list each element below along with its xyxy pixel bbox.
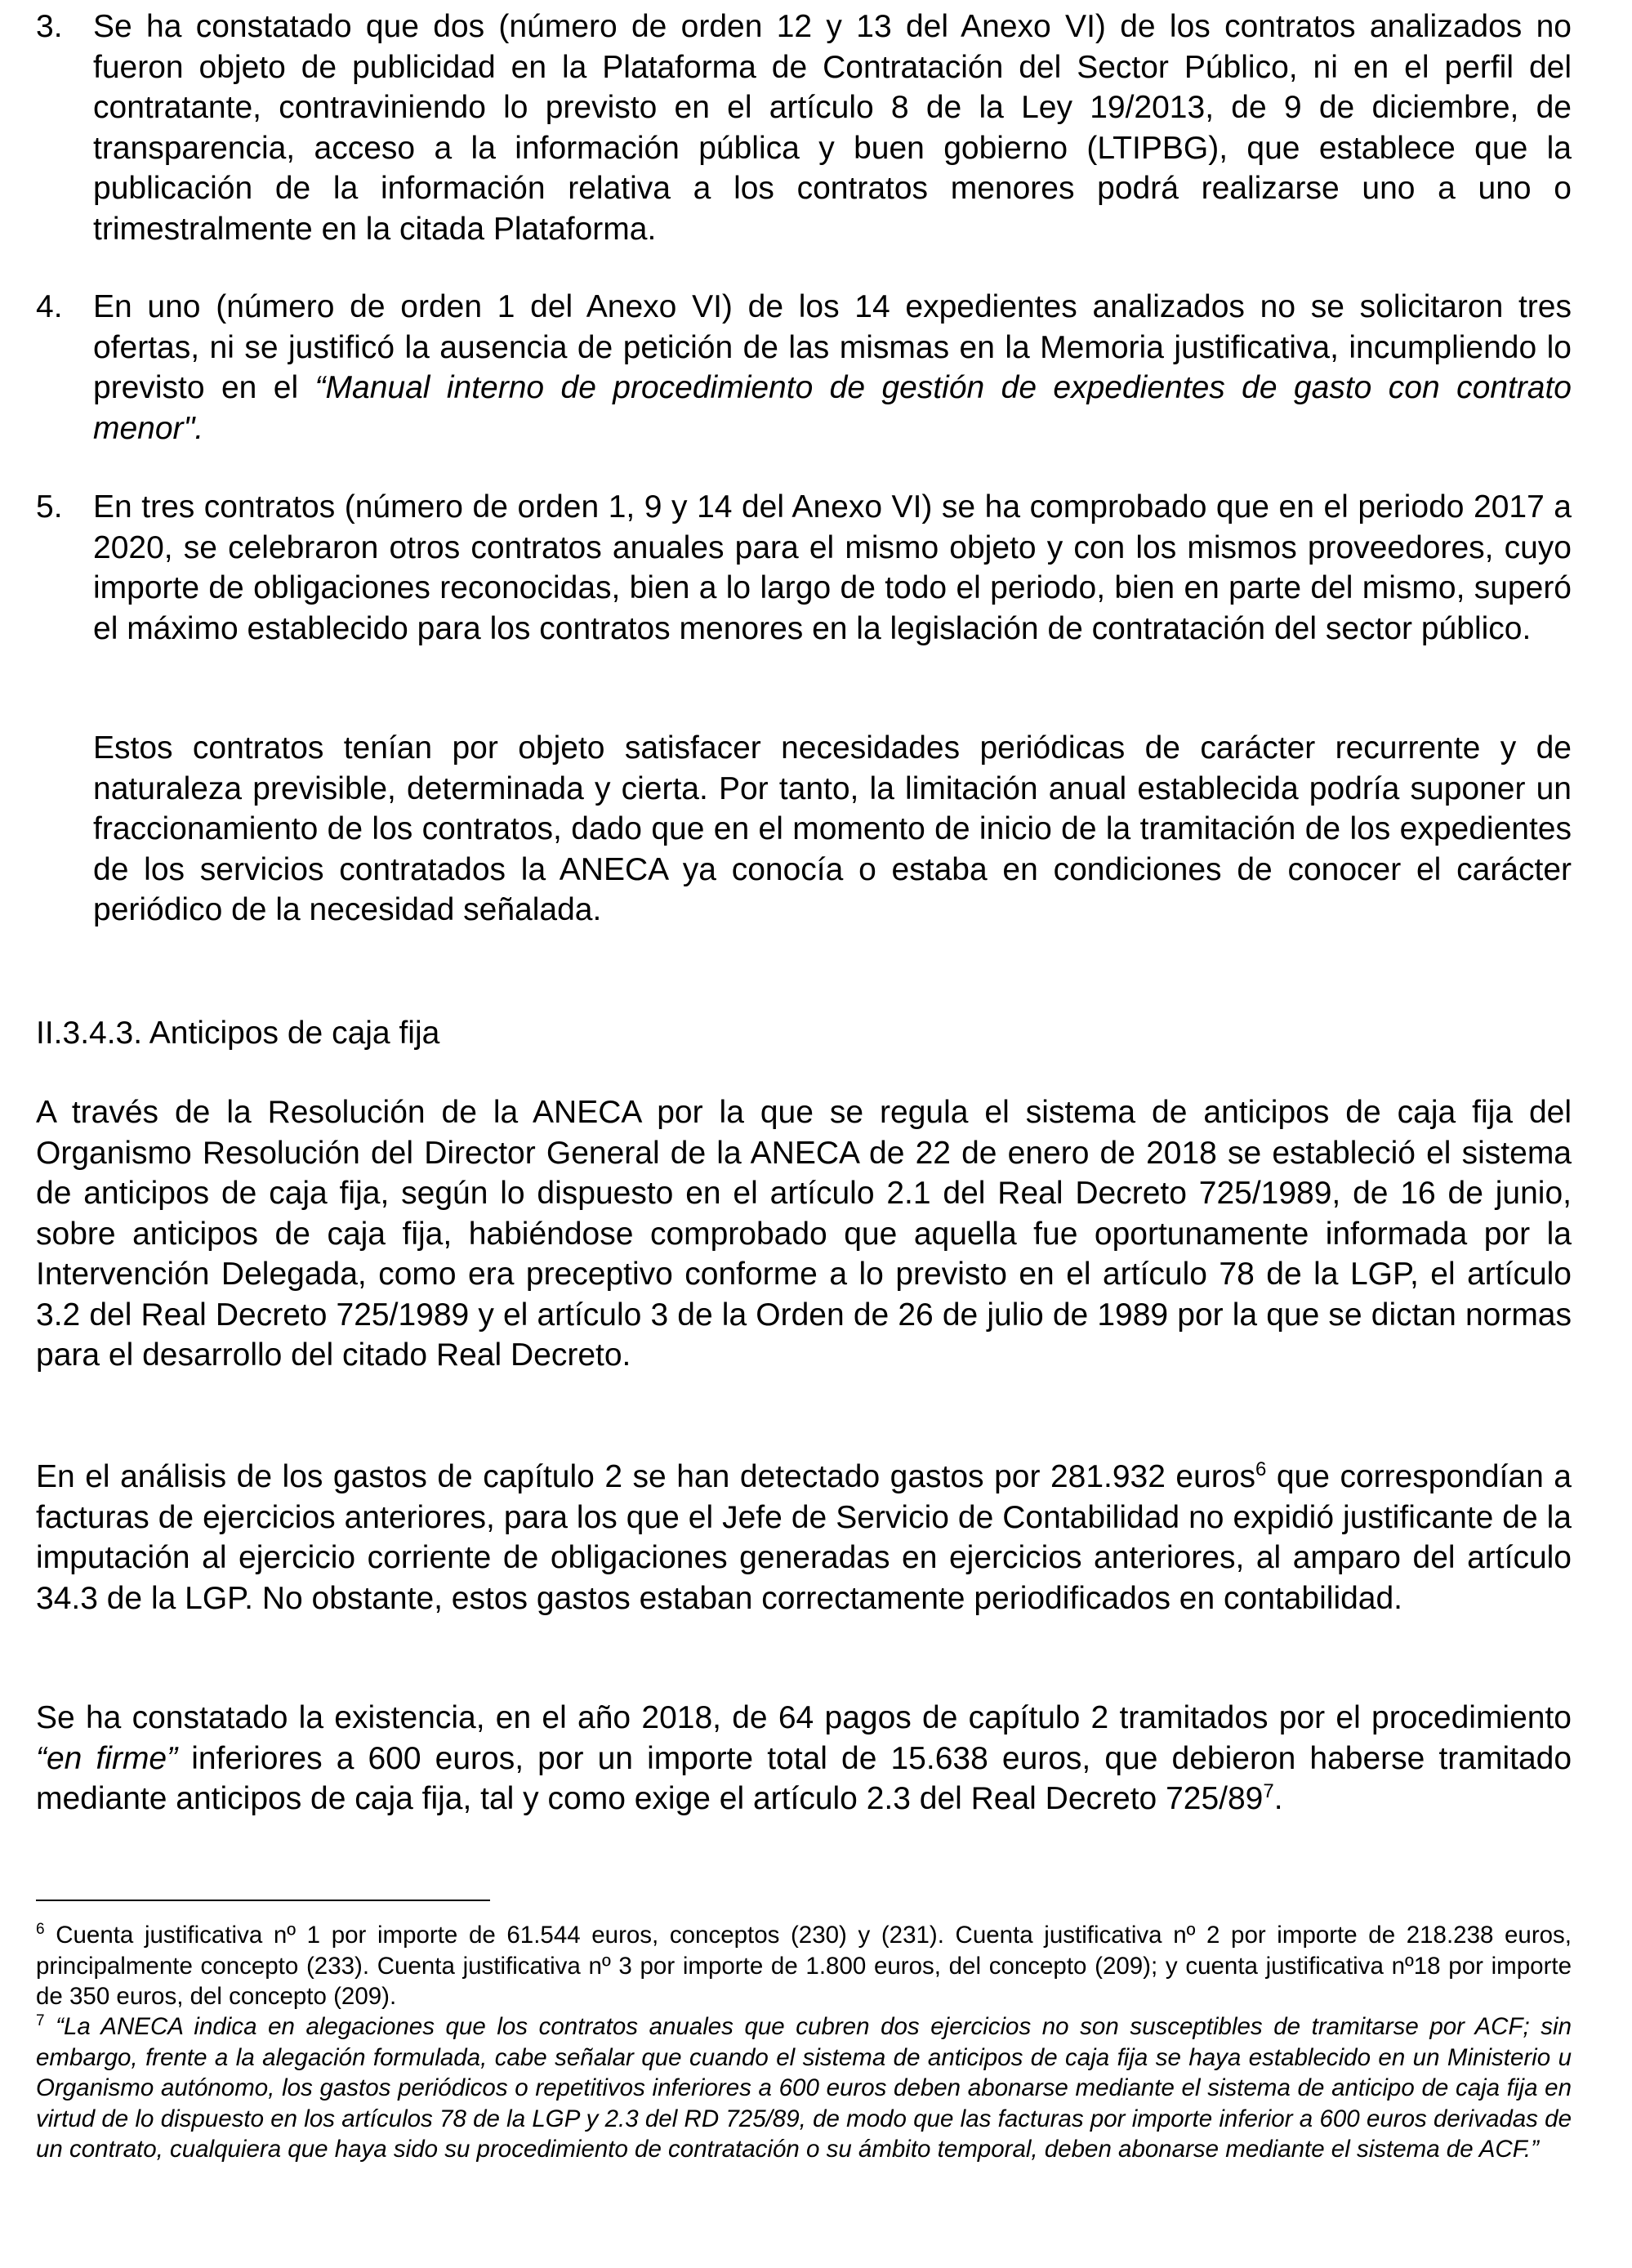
footnote-text: “La ANECA indica en alegaciones que los contratos anuales que cubren dos ejercicios no son susceptibles de tramitarse por ACF; sin embargo, frente a la alegación formulada, cabe señalar que cuando el sistema de anticipos de caja fija se haya establecido en un Ministerio u Organismo autónomo, los gastos periódicos o repetitivos inferiores a 600 euros deben abonarse mediante el sistema de anticipo de caja fija en virtud de lo dispuesto en los artículos 78 de la LGP y 2.3 del RD 725/89, de modo que las facturas por importe inferior a 600 euros derivadas de un contrato, cualquiera que haya sido su procedimiento de contratación o su ámbito temporal, deben abonarse mediante el sistema de ACF.” xyxy=(36,2013,1572,2163)
footnote-6 xyxy=(36,1920,1572,2012)
footnote-ref-7[interactable]: 7 xyxy=(1263,1780,1274,1802)
list-item-4 xyxy=(36,287,1572,449)
section-heading: II.3.4.3. Anticipos de caja fija xyxy=(36,1016,440,1051)
list-item-number: 5. xyxy=(36,489,63,525)
list-item-3 xyxy=(36,7,1572,249)
list-item-text: En tres contratos (número de orden 1, 9 y 14 del Anexo VI) se ha comprobado que en el periodo 2017 a 2020, se celebraron otros contratos anuales para el mismo objeto y con los mismos proveedores, cuyo importe de obligaciones reconocidas, bien a lo largo de todo el periodo, bien en parte del mismo, superó el máximo establecido para los contratos menores en la legislación de contratación del sector público. xyxy=(93,489,1572,646)
list-item-number: 3. xyxy=(36,9,63,44)
list-item-5 xyxy=(36,487,1572,649)
footnote-marker: 6 xyxy=(36,1921,45,1939)
list-item-5-continuation: Estos contratos tenían por objeto satisfacer necesidades periódicas de carácter recurrente y de naturaleza previsible, determinada y cierta. Por tanto, la limitación anual establecida podría suponer un fraccionamiento de los contratos, dado que en el momento de inicio de la tramitación de los expedientes de los servicios contratados la ANECA ya conocía o estaba en condiciones de conocer el carácter periódico de la necesidad señalada. xyxy=(93,730,1572,927)
footnote-ref-6[interactable]: 6 xyxy=(1255,1458,1267,1480)
list-item-text: En uno (número de orden 1 del Anexo VI) de los 14 expedientes analizados no se solicitaron tres ofertas, ni se justificó la ausencia de petición de las mismas en la Memoria justificativa, incumpliendo lo previsto en el “Manual interno de procedimiento de gestión de expedientes de gasto con contrato menor". xyxy=(93,289,1572,446)
paragraph-pagos-en-firme: Se ha constatado la existencia, en el año 2018, de 64 pagos de capítulo 2 tramitados por el procedimiento “en firme” inferiores a 600 euros, por un importe total de 15.638 euros, que debieron haberse tramitado mediante anticipos de caja fija, tal y como exige el artículo 2.3 del Real Decreto $725/89^7$. xyxy=(36,1700,1572,1816)
paragraph-resolucion: A través de la Resolución de la ANECA por la que se regula el sistema de anticipos de caja fija del Organismo Resolución del Director General de la ANECA de 22 de enero de 2018 se estableció el sistema de anticipos de caja fija, según lo dispuesto en el artículo 2.1 del Real Decreto 725/1989, de 16 de junio, sobre anticipos de caja fija, habiéndose comprobado que aquella fue oportunamente informada por la Intervención Delegada, como era preceptivo conforme a lo previsto en el artículo 78 de la LGP, el artículo 3.2 del Real Decreto 725/1989 y el artículo 3 de la Orden de 26 de julio de 1989 por la que se dictan normas para el desarrollo del citado Real Decreto. xyxy=(36,1095,1572,1373)
paragraph-gastos-capitulo-2: En el análisis de los gastos de capítulo 2 se han detectado gastos por 281.932 euros$^6$ que correspondían a facturas de ejercicios anteriores, para los que el Jefe de Servicio de Contabilidad no expidió justificante de la imputación al ejercicio corriente de obligaciones generadas en ejercicios anteriores, al amparo del artículo 34.3 de la LGP. No obstante, estos gastos estaban correctamente periodificados en contabilidad. xyxy=(36,1458,1572,1616)
footnote-separator xyxy=(36,1900,490,1901)
manual-title-italic: “Manual interno de procedimiento de gestión de expedientes de gasto con contrato menor". xyxy=(93,370,1572,446)
list-item-text: Se ha constatado que dos (número de orden 12 y 13 del Anexo VI) de los contratos analizados no fueron objeto de publicidad en la Plataforma de Contratación del Sector Público, ni en el perfil del contratante, contraviniendo lo previsto en el artículo 8 de la Ley 19/2013, de 9 de diciembre, de transparencia, acceso a la información pública y buen gobierno (LTIPBG), que establece que la publicación de la información relativa a los contratos menores podrá realizarse uno a uno o trimestralmente en la citada Plataforma. xyxy=(93,9,1572,247)
list-item-number: 4. xyxy=(36,289,63,324)
en-firme-italic: “en firme” xyxy=(36,1740,178,1776)
footnote-text: Cuenta justificativa nº 1 por importe de 61.544 euros, conceptos (230) y (231). Cuenta justificativa nº 2 por importe de 218.238 euros, principalmente concepto (233). Cuenta justificativa nº 3 por importe de 1.800 euros, del concepto (209); y cuenta justificativa nº18 por importe de 350 euros, del concepto (209). xyxy=(36,1922,1572,2010)
footnote-marker: 7 xyxy=(36,2012,45,2030)
footnote-7 xyxy=(36,2011,1572,2165)
